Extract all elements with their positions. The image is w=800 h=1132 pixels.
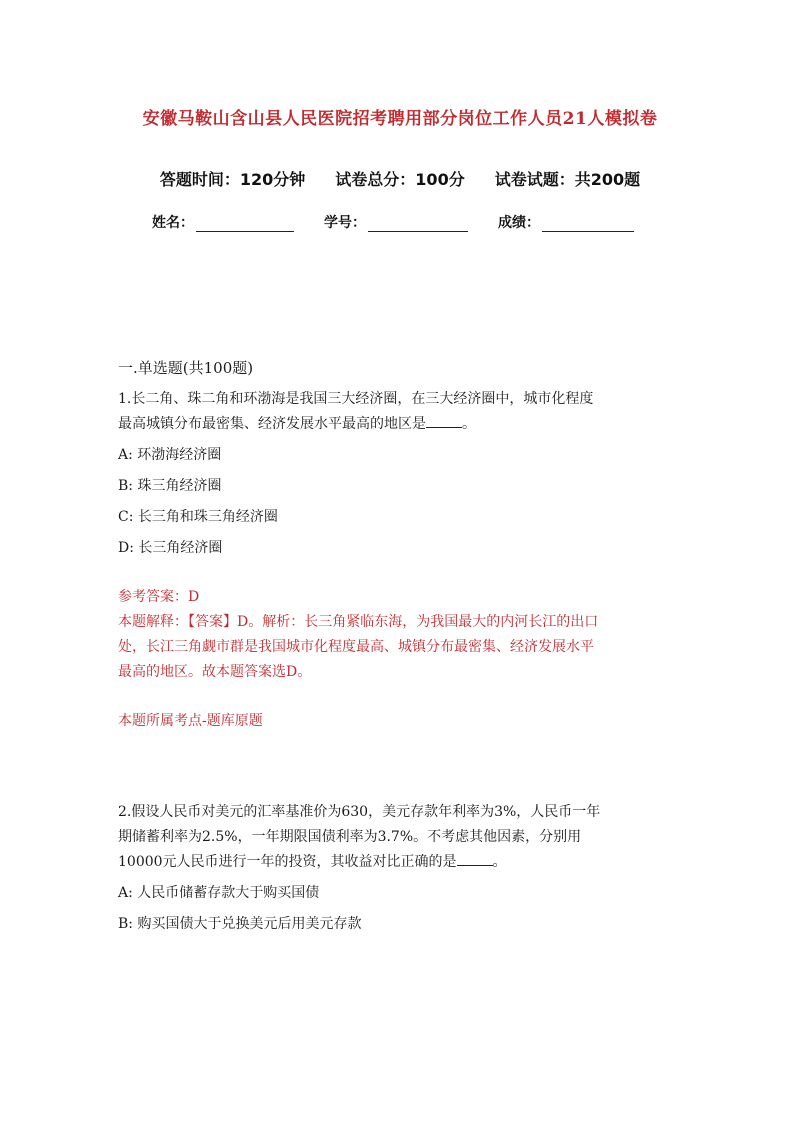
explanation-line-3: 最高的地区。故本题答案选D。: [118, 664, 312, 680]
option-b[interactable]: B: 珠三角经济圈: [118, 478, 222, 494]
section-title: 一.单选题(共100题): [118, 359, 254, 377]
question-1-stem-end: 。: [462, 416, 476, 432]
name-blank[interactable]: [196, 217, 294, 232]
explanation-line-1: 本题解释：【答案】D。解析：长三角紧临东海，为我国最大的内河长江的出口: [118, 614, 599, 630]
question-1-stem-text: 最高城镇分布最密集、经济发展水平最高的地区是: [118, 416, 426, 432]
student-info: [152, 212, 634, 232]
answer-blank: [457, 851, 493, 866]
name-label: 姓名：: [152, 215, 194, 231]
option-a[interactable]: A: 环渤海经济圈: [118, 447, 222, 463]
question-1-stem-line-1: 1.长二角、珠二角和环渤海是我国三大经济圈，在三大经济圈中，城市化程度: [118, 391, 594, 407]
name-field: [152, 212, 294, 232]
exam-meta: [0, 167, 800, 190]
id-label: 学号：: [324, 215, 366, 231]
exam-total-score: 试卷总分：100分: [335, 170, 465, 189]
exam-time: 答题时间：120分钟: [159, 170, 306, 189]
grade-label: 成绩：: [498, 215, 540, 231]
question-2-stem-end: 。: [492, 854, 507, 870]
exam-title: 安徽马鞍山含山县人民医院招考聘用部分岗位工作人员21人模拟卷: [142, 109, 658, 129]
question-2-stem-line-1: 2.假设人民币对美元的汇率基准价为630，美元存款年利率为3%，人民币一年: [118, 804, 601, 820]
question-2-stem-line-3: [118, 850, 698, 875]
grade-blank[interactable]: [542, 217, 634, 232]
option-b[interactable]: B: 购买国债大于兑换美元后用美元存款: [118, 916, 362, 932]
option-a[interactable]: A: 人民币储蓄存款大于购买国债: [118, 885, 320, 901]
id-field: [324, 212, 468, 232]
question-1: [118, 387, 698, 734]
question-2-stem-text: 10000元人民币进行一年的投资，其收益对比正确的是: [118, 854, 457, 870]
exam-content: [118, 356, 698, 937]
option-d[interactable]: D: 长三角经济圈: [118, 540, 223, 556]
grade-field: [498, 212, 634, 232]
id-blank[interactable]: [368, 217, 468, 232]
exam-question-count: 试卷试题：共200题: [494, 170, 641, 189]
explanation-line-2: 处，长江三角觑市群是我国城市化程度最高、城镇分布最密集、经济发展水平: [118, 639, 594, 655]
topic-tag: 本题所属考点-题库原题: [118, 713, 263, 729]
question-2: [118, 800, 698, 937]
question-2-stem-line-2: 期储蓄利率为2.5%，一年期限国债利率为3.7%。不考虑其他因素，分别用: [118, 829, 582, 845]
question-1-stem-line-2: [118, 412, 698, 437]
option-c[interactable]: C: 长三角和珠三角经济圈: [118, 509, 278, 525]
reference-answer: 参考答案：D: [118, 589, 200, 605]
answer-blank: [426, 413, 462, 428]
